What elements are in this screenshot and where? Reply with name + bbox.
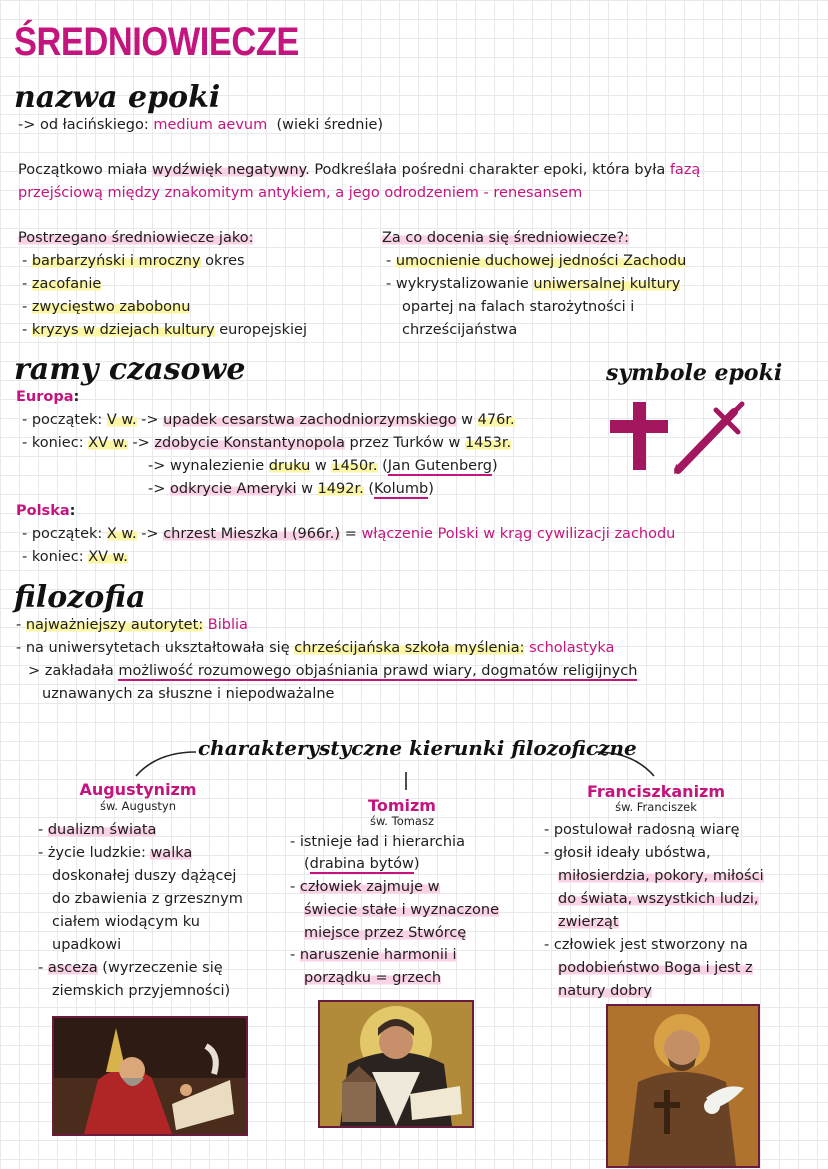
text: (: [368, 481, 374, 497]
highlight: upadek cesarstwa zachodniorzymskiego: [163, 412, 457, 428]
text: ->: [132, 435, 150, 451]
highlight: uniwersalnej kultury: [533, 276, 681, 292]
appreciated-item: - wykrystalizowanie uniwersalnej kultury: [386, 276, 681, 292]
portrait-franciszek: [606, 1004, 760, 1168]
text: - na uniwersytetach ukształtowała się: [16, 640, 290, 656]
text: postulował radosną wiarę: [553, 822, 740, 838]
list-item: - dualizm świata: [38, 822, 157, 838]
pink-text: scholastyka: [529, 640, 615, 656]
origin-suffix: (wieki średnie): [276, 117, 384, 133]
highlight: człowiek zajmuje w: [299, 879, 440, 895]
appreciated-item: - umocnienie duchowej jedności Zachodu: [386, 253, 687, 269]
highlight: chrzest Mieszka I (966r.): [163, 526, 341, 542]
text: przez Turków w: [349, 435, 461, 451]
section-heading-nazwa: nazwa epoki: [14, 80, 221, 115]
text: Europa: [16, 389, 74, 405]
text: . Podkreślała pośredni charakter epoki, która była: [305, 162, 666, 178]
highlight: 1450r.: [331, 458, 378, 474]
philosophy-line-1: - najważniejszy autorytet: Biblia: [16, 617, 248, 633]
kierunki-heading: charakterystyczne kierunki filozoficzne: [198, 736, 637, 760]
portrait-augustyn-art: [54, 1018, 246, 1134]
poland-label: Polska:: [16, 503, 76, 519]
highlight: naruszenie harmonii i: [299, 947, 457, 963]
text: w: [461, 412, 474, 428]
perceived-heading: [18, 227, 253, 250]
origin-term: medium aevum: [153, 117, 268, 133]
sword-icon: [674, 404, 742, 474]
highlight: świecie stałe i wyznaczone: [304, 902, 499, 918]
school-title-augustynizm: Augustynizm: [79, 780, 197, 799]
underlined: Kolumb: [374, 481, 429, 497]
text: ): [492, 458, 498, 474]
list-item-cont: doskonałej duszy dążącej: [52, 868, 237, 884]
highlight: V w.: [106, 412, 137, 428]
appreciated-item-cont: opartej na falach starożytności i: [402, 299, 635, 315]
highlight: druku: [268, 458, 311, 474]
europe-end-alt-2: [148, 478, 434, 501]
list-item: - życie ludzkie: walka: [38, 845, 193, 861]
highlight: dualizm świata: [47, 822, 157, 838]
highlight: zwierząt: [558, 914, 619, 930]
list-item: - głosił ideały ubóstwa,: [544, 845, 711, 861]
perceived-item: - zacofanie: [22, 276, 102, 292]
highlight: kryzys w dziejach kultury: [31, 322, 215, 338]
text: - początek:: [22, 526, 103, 542]
saint-tomasz: św. Tomasz: [369, 814, 435, 828]
list-item: - asceza (wyrzeczenie się: [38, 960, 223, 976]
underlined: drabina bytów: [309, 856, 414, 872]
text: okres: [205, 253, 245, 269]
portrait-franciszek-art: [608, 1006, 758, 1166]
origin-prefix: -> od łacińskiego:: [18, 117, 149, 133]
underlined: Jan Gutenberg: [387, 458, 492, 474]
highlight: walka: [150, 845, 193, 861]
europe-end-alt-1: [148, 455, 498, 478]
highlight: XV w.: [88, 435, 128, 451]
school-title-tomizm: Tomizm: [368, 796, 436, 815]
list-item-cont: [304, 899, 499, 922]
portrait-augustyn: [52, 1016, 248, 1136]
text: człowiek jest stworzony na: [553, 937, 748, 953]
list-item-cont: [558, 865, 764, 888]
list-item: - istnieje ład i hierarchia: [290, 834, 465, 850]
text: Za co docenia się średniowiecze?:: [382, 230, 629, 246]
perceived-item: - zwycięstwo zabobonu: [22, 299, 191, 315]
text: ->: [141, 412, 159, 428]
origin-line: [18, 114, 383, 137]
text: -> wynalezienie: [148, 458, 265, 474]
text: ): [428, 481, 434, 497]
perceived-item: - kryzys w dziejach kultury europejskiej: [22, 322, 307, 338]
europe-start: [22, 409, 515, 432]
highlight: natury dobry: [558, 983, 652, 999]
text: - koniec:: [22, 549, 84, 565]
page-title: ŚREDNIOWIECZE: [14, 20, 299, 64]
text: Polska: [16, 503, 70, 519]
highlight: podobieństwo Boga i jest z: [558, 960, 753, 976]
list-item-cont: upadkowi: [52, 937, 122, 953]
list-item: - naruszenie harmonii i: [290, 947, 457, 963]
pink-text: Biblia: [207, 617, 248, 633]
text: istnieje ład i hierarchia: [299, 834, 465, 850]
saint-augustyn: św. Augustyn: [100, 799, 176, 813]
poland-start: [22, 523, 675, 546]
philosophy-line-4: uznawanych za słuszne i niepodważalne: [42, 686, 335, 702]
europe-label: Europa:: [16, 389, 80, 405]
text: w: [314, 458, 327, 474]
portrait-tomasz: [318, 1000, 474, 1128]
list-item-cont: [558, 980, 652, 1003]
highlight: 476r.: [477, 412, 515, 428]
philosophy-line-3: [28, 660, 637, 683]
highlight: 1453r.: [464, 435, 512, 451]
text: (wyrzeczenie się: [102, 960, 223, 976]
saint-franciszek: św. Franciszek: [615, 800, 697, 814]
list-item-cont: [558, 911, 619, 934]
highlight: do świata, wszystkich ludzi,: [558, 891, 759, 907]
text: w: [301, 481, 313, 497]
symbols-group: [606, 400, 766, 476]
highlight: wydźwięk negatywny: [152, 162, 306, 178]
list-item-cont: [304, 922, 466, 945]
pink-text: włączenie Polski w krąg cywilizacji zachodu: [361, 526, 676, 542]
list-item: - postulował radosną wiarę: [544, 822, 740, 838]
list-item-cont: [558, 957, 753, 980]
text: europejskiej: [219, 322, 307, 338]
list-item-cont: [558, 888, 759, 911]
underlined: możliwość rozumowego objaśniania prawd wiary, dogmatów religijnych: [118, 663, 638, 679]
intro-line-2: przejściową między znakomitym antykiem, a jego odrodzeniem - renesansem: [18, 185, 583, 201]
text: - koniec:: [22, 435, 84, 451]
list-item: - człowiek jest stworzony na: [544, 937, 748, 953]
europe-end: [22, 432, 511, 455]
highlight: XV w.: [88, 549, 128, 565]
text: - początek:: [22, 412, 103, 428]
highlight: 1492r.: [317, 481, 364, 497]
text: głosił ideały ubóstwa,: [553, 845, 711, 861]
appreciated-heading: [382, 227, 629, 250]
highlight: porządku = grzech: [304, 970, 442, 986]
text: Początkowo miała: [18, 162, 148, 178]
text: (: [382, 458, 388, 474]
highlight: X w.: [106, 526, 137, 542]
appreciated-item-cont: chrześcijaństwa: [402, 322, 518, 338]
highlight: odkrycie Ameryki: [170, 481, 297, 497]
perceived-item: - barbarzyński i mroczny okres: [22, 253, 245, 269]
highlight: barbarzyński i mroczny: [31, 253, 201, 269]
school-title-franciszkanizm: Franciszkanizm: [586, 782, 726, 801]
highlight: asceza: [47, 960, 98, 976]
text: Postrzegano średniowiecze jako:: [18, 230, 254, 246]
list-item: - człowiek zajmuje w: [290, 879, 440, 895]
list-item-cont: (drabina bytów): [304, 856, 420, 872]
philosophy-line-2: [16, 637, 614, 660]
text: wykrystalizowanie: [395, 276, 529, 292]
section-heading-filozofia: filozofia: [14, 580, 146, 615]
symbols-heading: symbole epoki: [606, 360, 783, 386]
highlight: zdobycie Konstantynopola: [154, 435, 345, 451]
poland-end: [22, 546, 128, 569]
highlight: chrześcijańska szkoła myślenia:: [294, 640, 525, 656]
text: ->: [141, 526, 159, 542]
highlight: miłosierdzia, pokory, miłości: [558, 868, 764, 884]
list-item-cont: do zbawienia z grzesznym: [52, 891, 243, 907]
highlight: zwycięstwo zabobonu: [31, 299, 191, 315]
text: życie ludzkie:: [47, 845, 146, 861]
highlight: zacofanie: [31, 276, 102, 292]
portrait-tomasz-art: [320, 1002, 472, 1126]
highlight: najważniejszy autorytet:: [25, 617, 204, 633]
text: =: [344, 526, 357, 542]
highlight: umocnienie duchowej jedności Zachodu: [395, 253, 687, 269]
list-item-cont: [304, 967, 441, 990]
pink-text: fazą: [669, 162, 701, 178]
text: > zakładała: [28, 663, 114, 679]
list-item-cont: ciałem wiodącym ku: [52, 914, 200, 930]
cross-icon: [610, 402, 668, 470]
highlight: miejsce przez Stwórcę: [304, 925, 467, 941]
intro-line-1: [18, 159, 700, 182]
list-item-cont: ziemskich przyjemności): [52, 983, 231, 999]
section-heading-ramy: ramy czasowe: [14, 352, 246, 387]
text: ->: [148, 481, 166, 497]
